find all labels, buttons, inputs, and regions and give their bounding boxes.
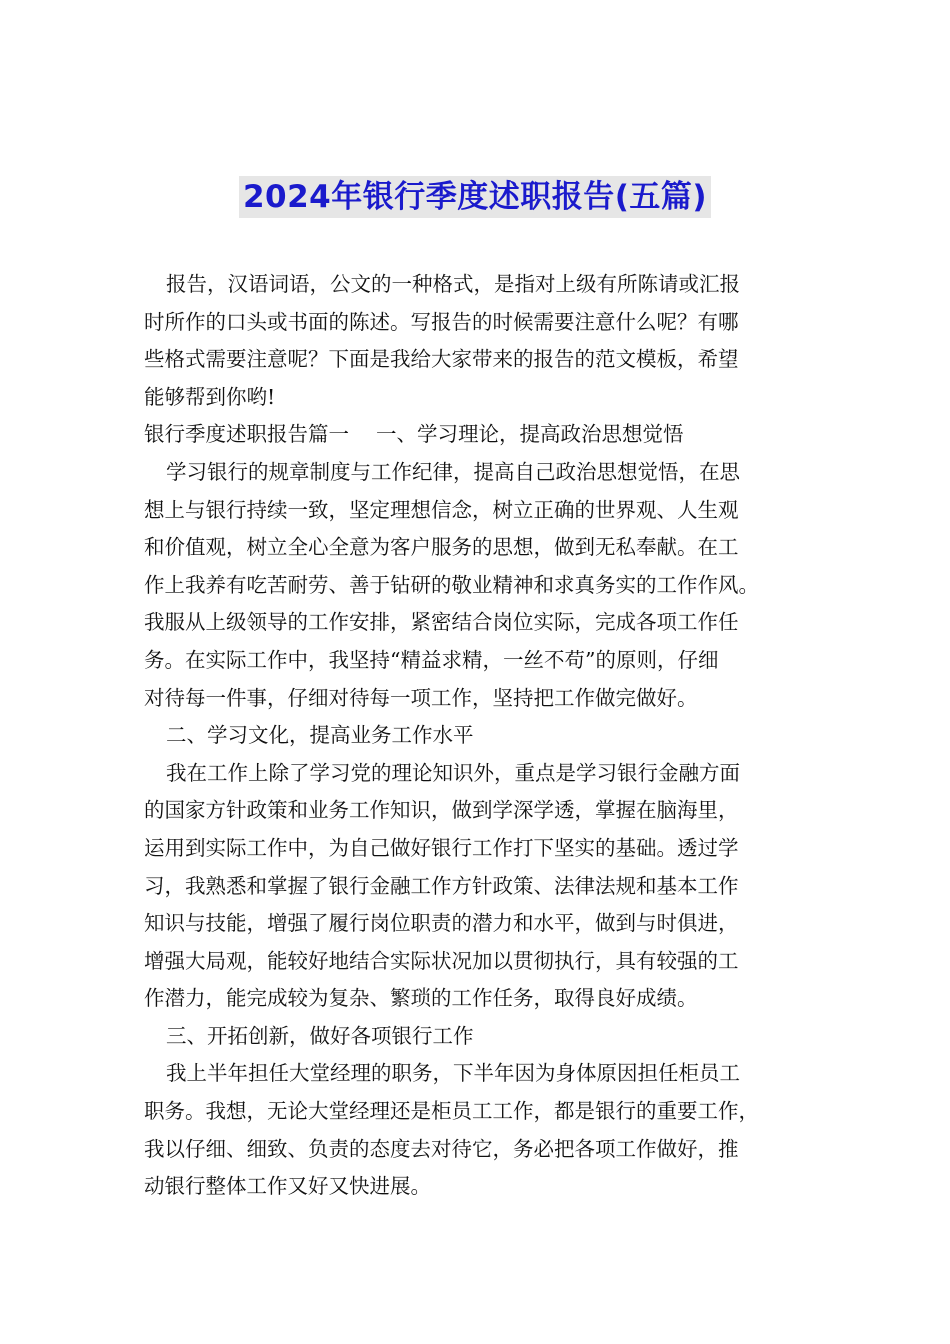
text-line: 能够帮到你哟!	[144, 384, 276, 409]
text-line: 作上我养有吃苦耐劳、善于钻研的敬业精神和求真务实的工作作风。	[144, 572, 759, 597]
text-line: 学习银行的规章制度与工作纪律，提高自己政治思想觉悟，在思	[166, 459, 740, 484]
text-line: 和价值观，树立全心全意为客户服务的思想，做到无私奉献。在工	[144, 535, 739, 560]
text-line: 职务。我想，无论大堂经理还是柜员工工作，都是银行的重要工作，	[144, 1099, 759, 1124]
text-line: 的国家方针政策和业务工作知识，做到学深学透，掌握在脑海里，	[144, 798, 739, 823]
text-line: 作潜力，能完成较为复杂、繁琐的工作任务，取得良好成绩。	[144, 986, 698, 1011]
document-title: 2024年银行季度述职报告(五篇)	[239, 176, 711, 218]
text-line: 务。在实际工作中，我坚持“精益求精，一丝不苟”的原则，仔细	[144, 647, 719, 672]
text-line: 想上与银行持续一致，坚定理想信念，树立正确的世界观、人生观	[144, 497, 739, 522]
text-line: 动银行整体工作又好又快进展。	[144, 1174, 431, 1199]
text-line: 我上半年担任大堂经理的职务，下半年因为身体原因担任柜员工	[166, 1061, 740, 1086]
text-line: 知识与技能，增强了履行岗位职责的潜力和水平，做到与时俱进，	[144, 911, 739, 936]
text-line: 我在工作上除了学习党的理论知识外，重点是学习银行金融方面	[166, 760, 740, 785]
text-line: 银行季度述职报告篇一 一、学习理论，提高政治思想觉悟	[144, 422, 684, 447]
text-line: 些格式需要注意呢？下面是我给大家带来的报告的范文模板，希望	[144, 347, 739, 372]
text-line: 时所作的口头或书面的陈述。写报告的时候需要注意什么呢？有哪	[144, 309, 739, 334]
text-line: 我以仔细、细致、负责的态度去对待它，务必把各项工作做好，推	[144, 1136, 739, 1161]
text-line: 报告，汉语词语，公文的一种格式，是指对上级有所陈请或汇报	[166, 272, 740, 296]
text-line: 运用到实际工作中，为自己做好银行工作打下坚实的基础。透过学	[144, 835, 739, 860]
text-line: 我服从上级领导的工作安排，紧密结合岗位实际，完成各项工作任	[144, 610, 739, 635]
text-line: 三、开拓创新，做好各项银行工作	[166, 1023, 474, 1048]
title-container	[0, 176, 950, 218]
document-body	[144, 266, 814, 1206]
text-line: 增强大局观，能较好地结合实际状况加以贯彻执行，具有较强的工	[144, 948, 739, 973]
text-line: 二、学习文化，提高业务工作水平	[166, 723, 474, 748]
text-line: 对待每一件事，仔细对待每一项工作，坚持把工作做完做好。	[144, 685, 698, 710]
text-line: 习，我熟悉和掌握了银行金融工作方针政策、法律法规和基本工作	[144, 873, 739, 898]
